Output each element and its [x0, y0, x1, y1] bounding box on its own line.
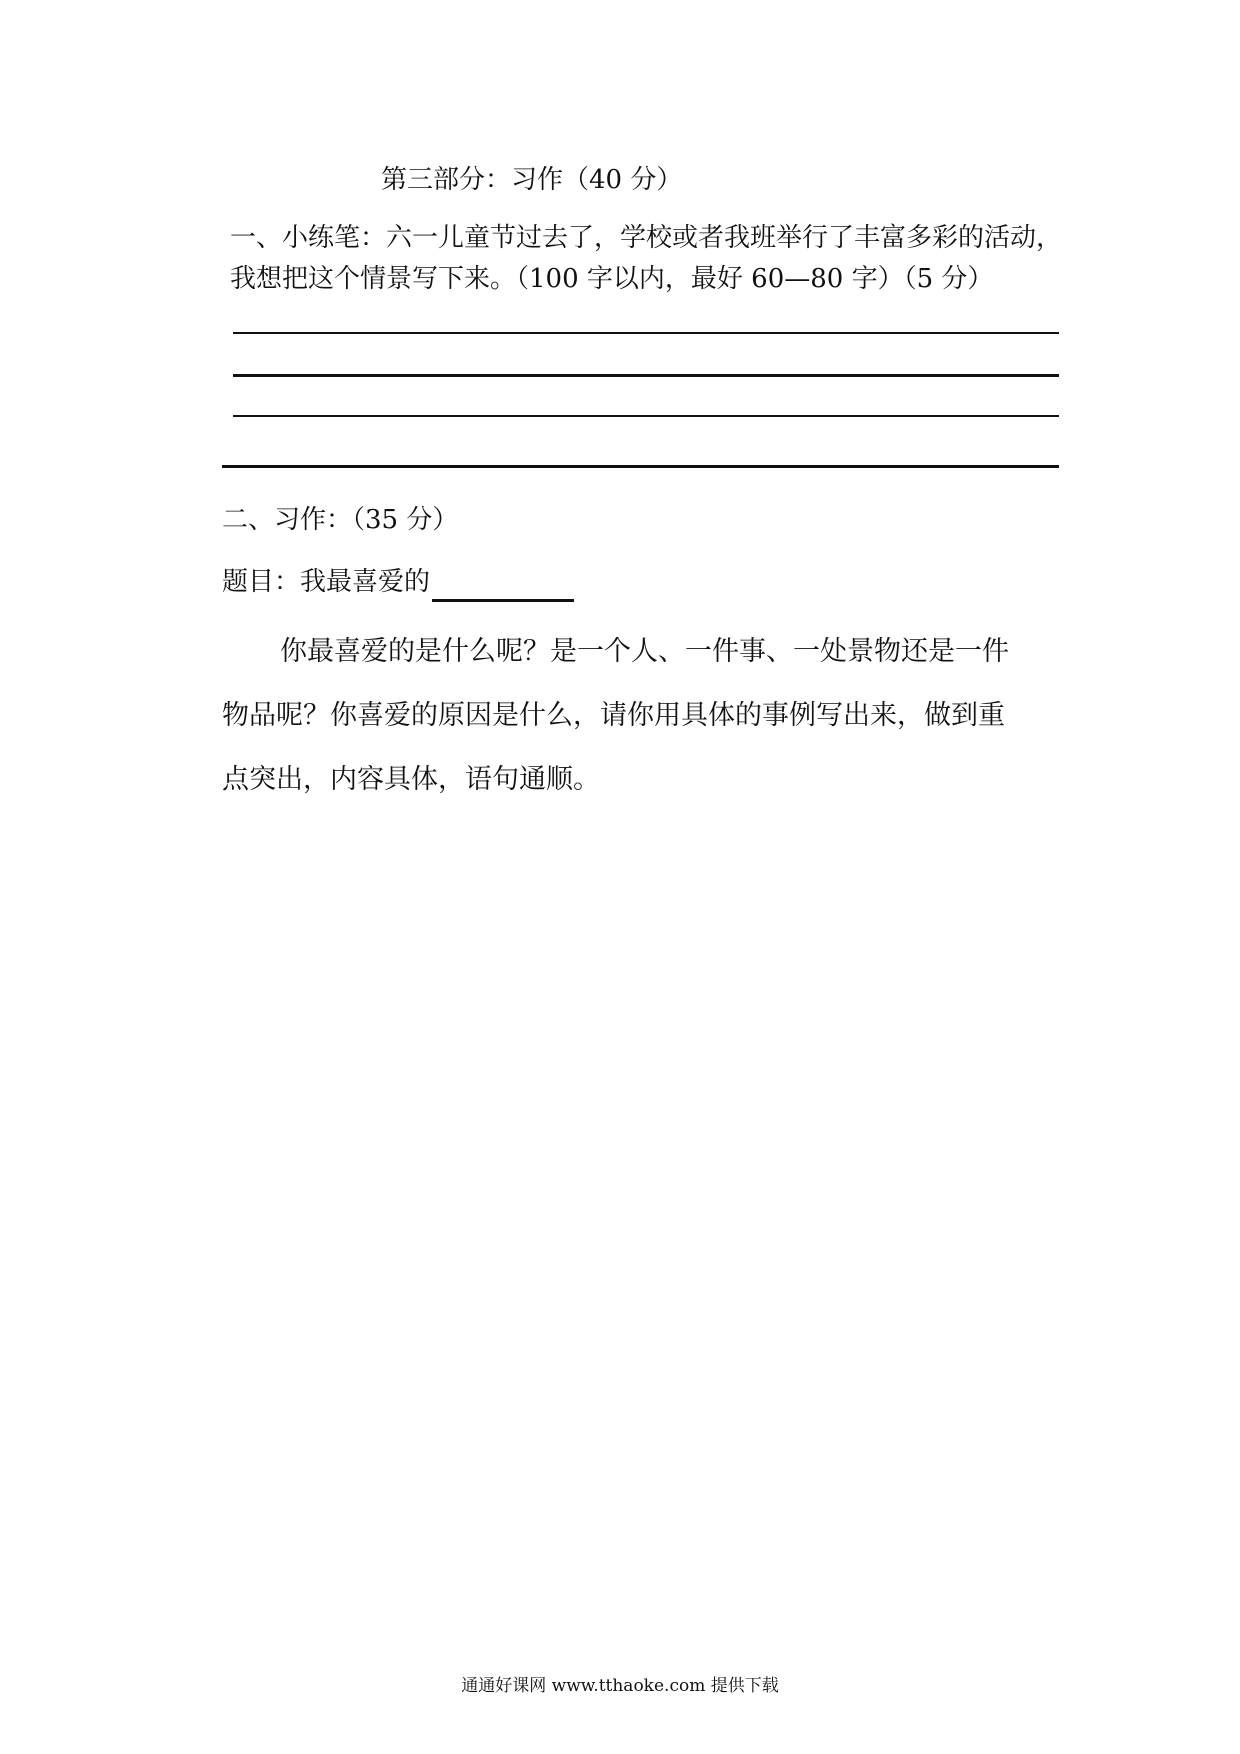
prompt-line-3: 点突出，内容具体，语句通顺。: [222, 764, 600, 795]
topic-label: 题目：我最喜爱的: [222, 567, 431, 597]
task1-instructions: [230, 218, 1063, 300]
task1-line-2: 我想把这个情景写下来。（100 字以内，最好 60—80 字）（5 分）: [230, 264, 994, 294]
prompt-line-2: 物品呢？你喜爱的原因是什么，请你用具体的事例写出来，做到重: [222, 700, 1005, 731]
page-footer: 通通好课网 www.tthaoke.com 提供下载: [461, 1676, 779, 1696]
essay-topic: [222, 562, 574, 602]
answer-line-2[interactable]: [233, 374, 1059, 377]
prompt-line-1: 你最喜爱的是什么呢？是一个人、一件事、一处景物还是一件: [280, 636, 1009, 667]
section-title: 第三部分：习作（40 分）: [381, 165, 683, 195]
topic-blank[interactable]: [432, 569, 574, 602]
essay-prompt: [222, 620, 1062, 812]
task2-heading: 二、习作：（35 分）: [222, 505, 459, 535]
answer-line-3[interactable]: [233, 415, 1059, 417]
answer-line-1[interactable]: [233, 332, 1059, 334]
answer-line-4[interactable]: [222, 465, 1059, 468]
task1-line-1: 一、小练笔：六一儿童节过去了，学校或者我班举行了丰富多彩的活动，: [230, 223, 1063, 253]
